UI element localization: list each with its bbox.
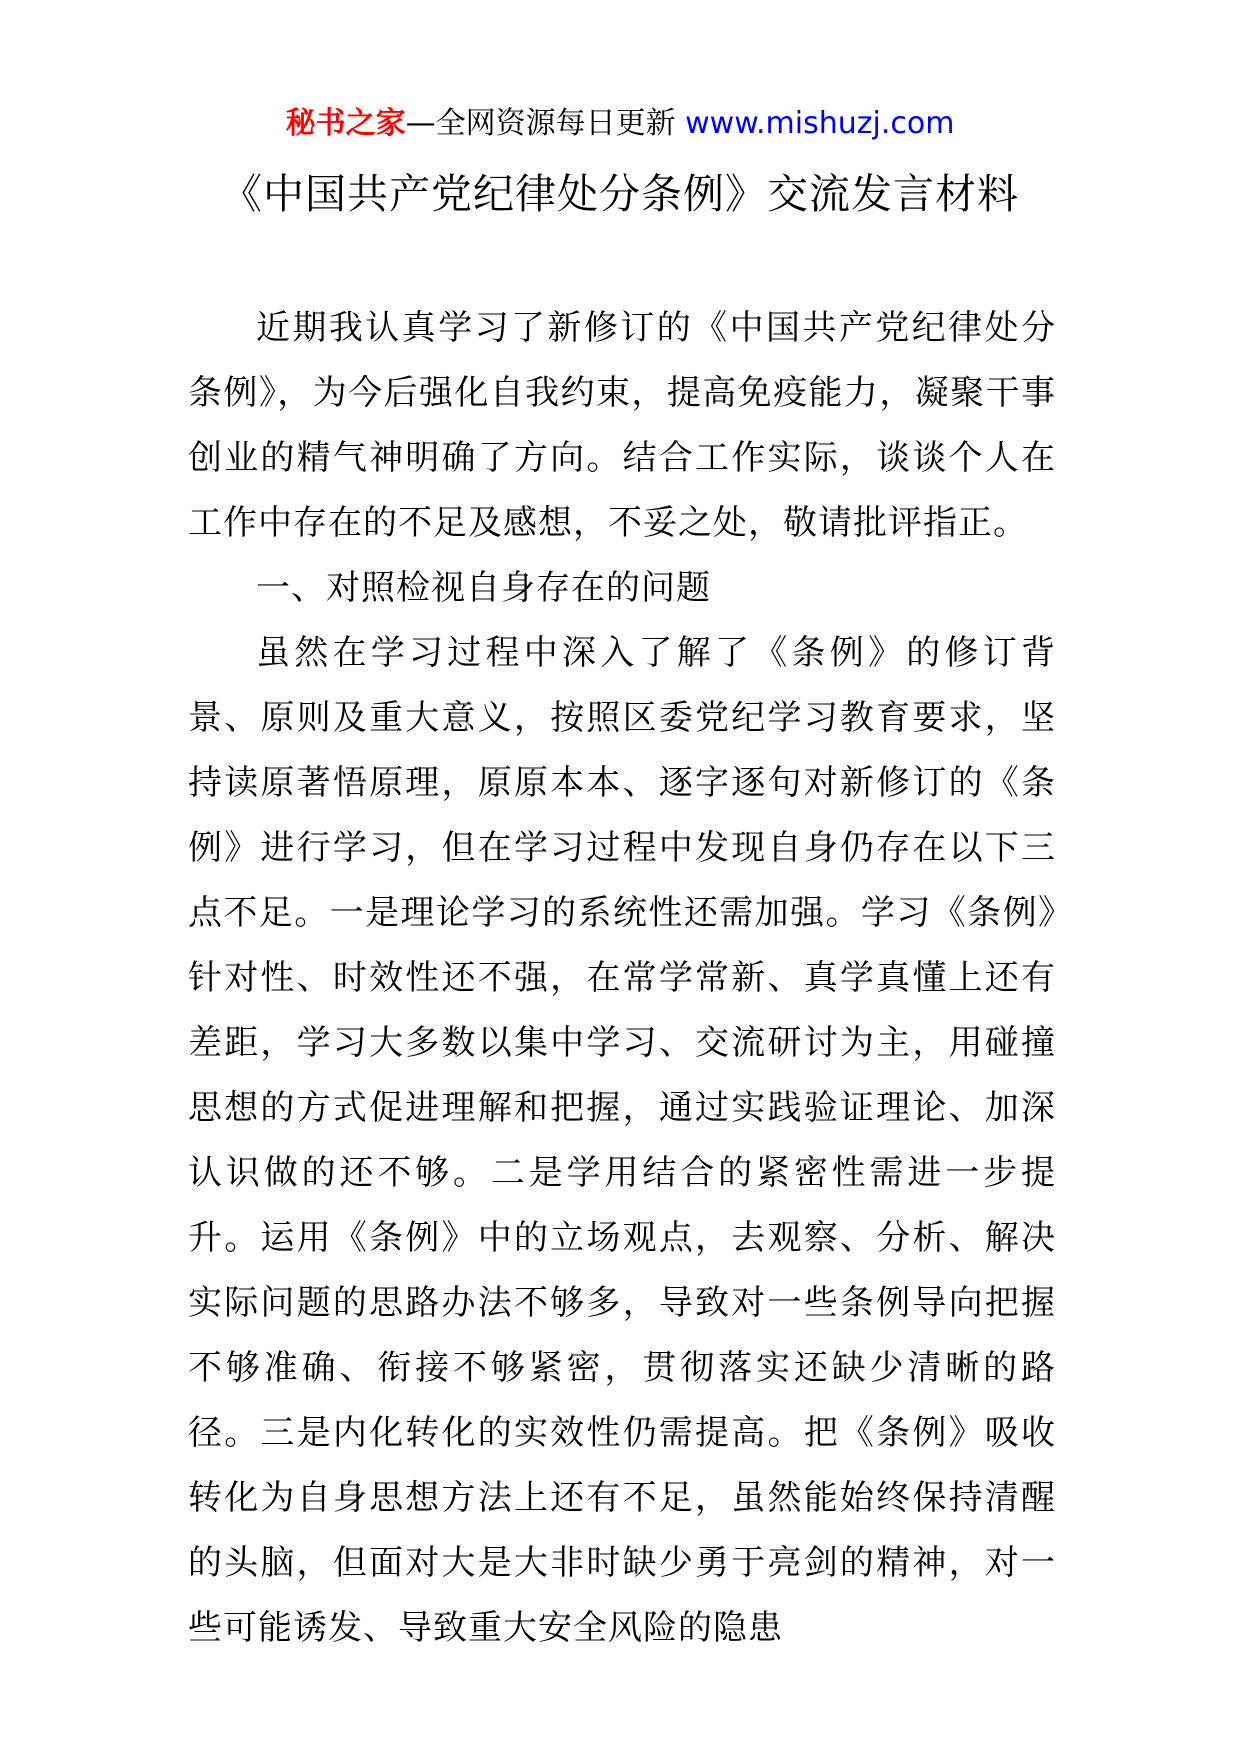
- document-title: 《中国共产党纪律处分条例》交流发言材料: [221, 170, 1019, 218]
- site-tagline: —全网资源每日更新: [405, 106, 686, 141]
- brand-name: 秘书之家: [285, 106, 406, 141]
- document-body: [188, 296, 1056, 1661]
- paragraph-intro: 近期我认真学习了新修订的《中国共产党纪律处分条例》，为今后强化自我约束，提高免疫能力，凝聚干事创业的精气神明确了方向。结合工作实际，谈谈个人在工作中存在的不足及感想，不妥之处，敬请批评指正。: [188, 308, 1056, 543]
- site-url-link[interactable]: www.mishuzj.com: [685, 106, 955, 141]
- site-header: [0, 104, 1240, 144]
- section-heading-1: 一、对照检视自身存在的问题: [256, 568, 711, 608]
- paragraph-problems: 虽然在学习过程中深入了解了《条例》的修订背景、原则及重大意义，按照区委党纪学习教育要求，坚持读原著悟原理，原原本本、逐字逐句对新修订的《条例》进行学习，但在学习过程中发现自身仍存在以下三点不足。一是理论学习的系统性还需加强。学习《条例》针对性、时效性还不强，在常学常新、真学真懂上还有差距，学习大多数以集中学习、交流研讨为主，用碰撞思想的方式促进理解和把握，通过实践验证理论、加深认识做的还不够。二是学用结合的紧密性需进一步提升。运用《条例》中的立场观点，去观察、分析、解决实际问题的思路办法不够多，导致对一些条例导向把握不够准确、衔接不够紧密，贯彻落实还缺少清晰的路径。三是内化转化的实效性仍需提高。把《条例》吸收转化为自身思想方法上还有不足，虽然能始终保持清醒的头脑，但面对大是大非时缺少勇于亮剑的精神，对一些可能诱发、导致重大安全风险的隐患: [188, 633, 1056, 1648]
